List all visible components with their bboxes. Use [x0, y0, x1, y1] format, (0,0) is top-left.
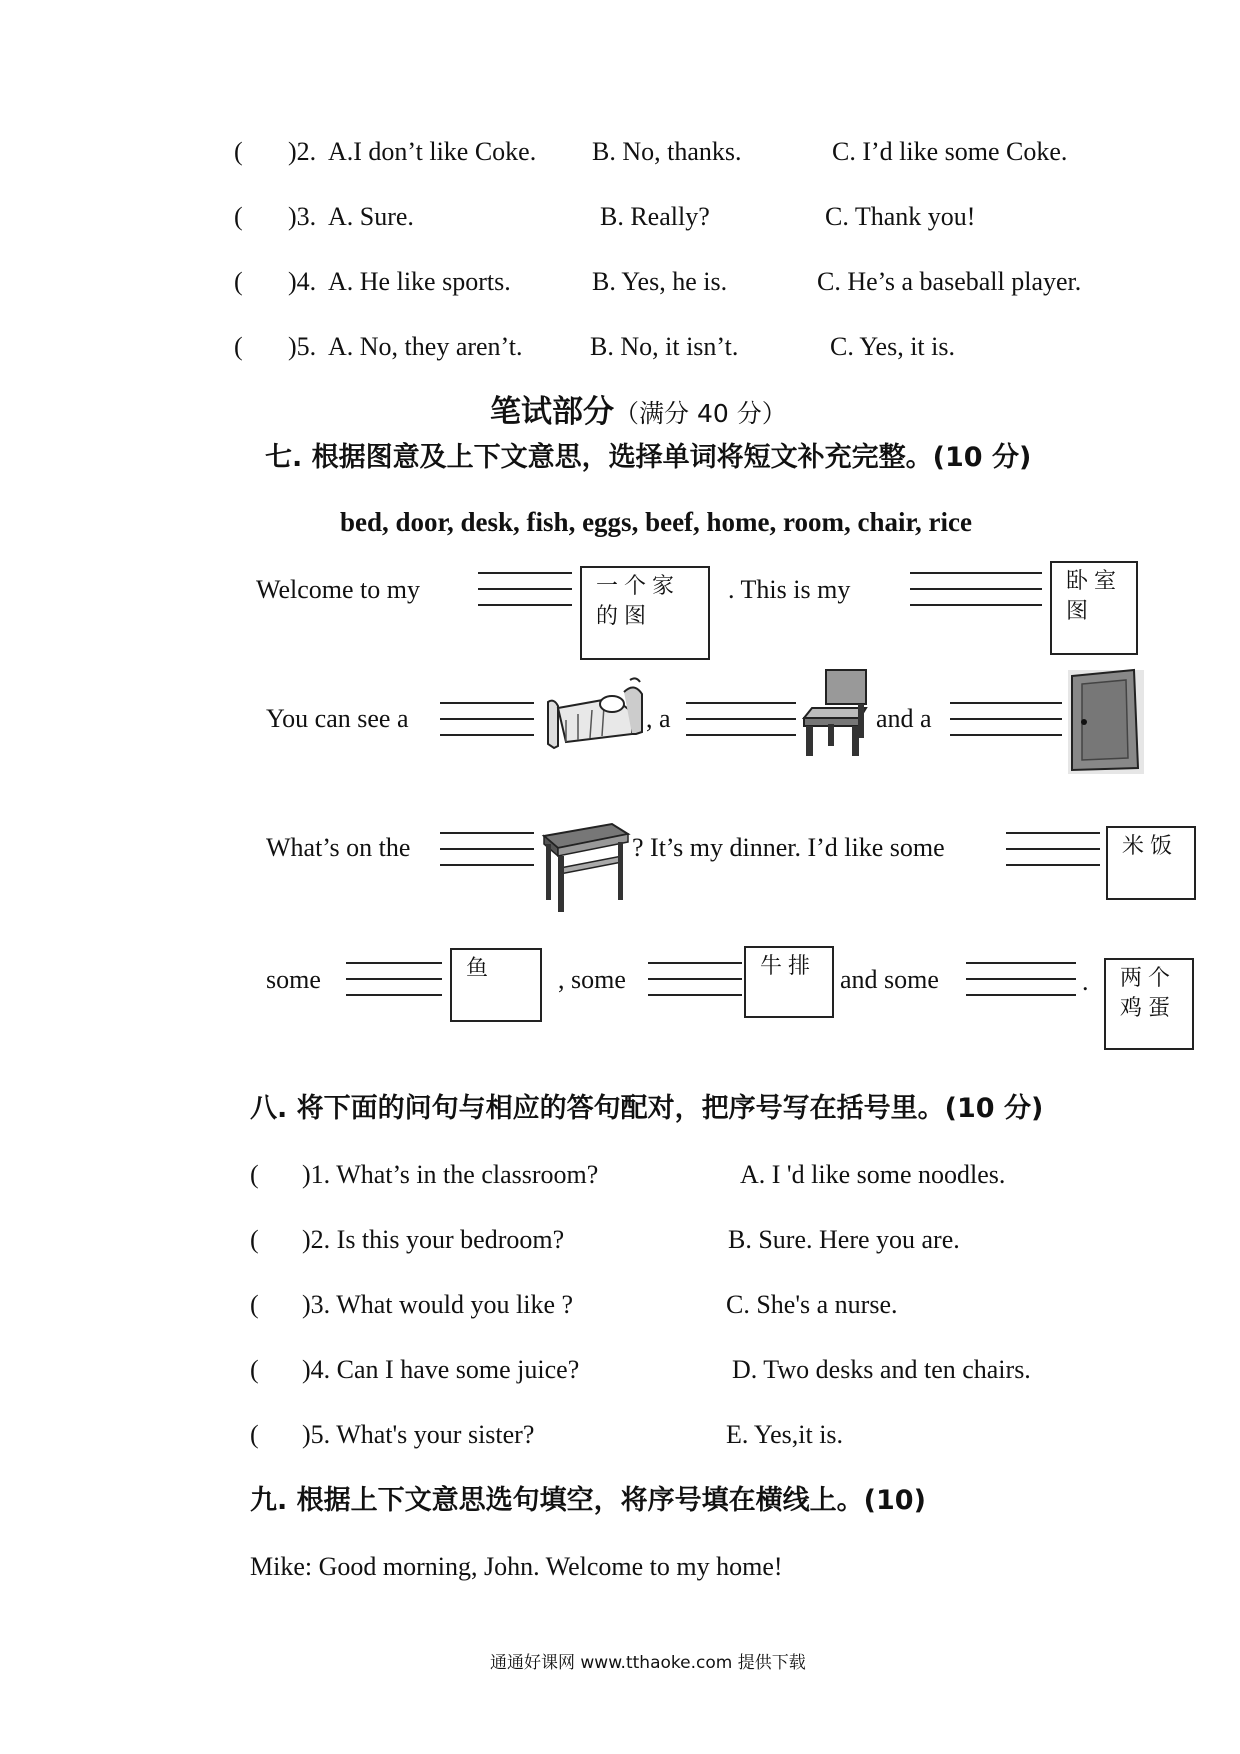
door-picture [1068, 670, 1144, 774]
blank-line[interactable] [1006, 830, 1100, 880]
passage-text: ? It’s my dinner. I’d like some [632, 833, 945, 862]
passage-text: and some [840, 965, 939, 994]
answer-paren[interactable]: ( [234, 202, 243, 231]
fish-picture-box: 鱼 [450, 948, 542, 1022]
answer-paren[interactable]: ( [250, 1225, 259, 1254]
passage-text: Welcome to my [256, 575, 420, 604]
question-number: )4. [288, 267, 317, 296]
option-b: B. Really? [600, 202, 710, 231]
written-section-title [490, 386, 787, 431]
sentence-period: . [1082, 967, 1089, 996]
blank-line[interactable] [478, 570, 572, 620]
match-answer: A. I 'd like some noodles. [740, 1160, 1006, 1189]
passage-text: . This is my [728, 575, 851, 604]
option-a: A. Sure. [328, 202, 414, 231]
written-title: 笔试部分 [490, 394, 614, 430]
option-b: B. No, it isn’t. [590, 332, 739, 361]
rice-picture-box: 米饭 [1106, 826, 1196, 900]
match-question: )4. Can I have some juice? [302, 1355, 580, 1384]
answer-paren[interactable]: ( [234, 332, 243, 361]
chair-picture [800, 668, 870, 760]
bedroom-picture-box: 卧室图 [1050, 561, 1138, 655]
match-question: )1. What’s in the classroom? [302, 1160, 599, 1189]
answer-paren[interactable]: ( [250, 1355, 259, 1384]
question-number: )2. [288, 137, 317, 166]
question-number: )3. [288, 202, 317, 231]
option-c: C. Yes, it is. [830, 332, 955, 361]
match-answer: E. Yes,it is. [726, 1420, 844, 1449]
word-bank: bed, door, desk, fish, eggs, beef, home, room, chair, rice [340, 507, 972, 537]
passage-text: and a [876, 704, 932, 733]
option-a: A. He like sports. [328, 267, 511, 296]
passage-text: , a [646, 704, 671, 733]
beef-picture-box: 牛排 [744, 946, 834, 1018]
option-c: C. Thank you! [825, 202, 976, 231]
page-footer: 通通好课网 www.tthaoke.com 提供下载 [490, 1653, 806, 1673]
blank-line[interactable] [440, 700, 534, 750]
answer-paren[interactable]: ( [250, 1290, 259, 1319]
section7-heading: 七. 根据图意及上下文意思，选择单词将短文补充完整。(10 分) [265, 442, 1032, 473]
blank-line[interactable] [346, 960, 442, 1010]
option-c: C. I’d like some Coke. [832, 137, 1068, 166]
answer-paren[interactable]: ( [250, 1420, 259, 1449]
answer-paren[interactable]: ( [234, 137, 243, 166]
desk-picture [538, 822, 630, 914]
written-score: （满分 40 分） [614, 399, 787, 428]
option-a: A.I don’t like Coke. [328, 137, 537, 166]
answer-paren[interactable]: ( [234, 267, 243, 296]
section8-heading: 八. 将下面的问句与相应的答句配对，把序号写在括号里。(10 分) [250, 1093, 1044, 1124]
blank-line[interactable] [686, 700, 796, 750]
match-answer: C. She's a nurse. [726, 1290, 898, 1319]
blank-line[interactable] [950, 700, 1062, 750]
blank-line[interactable] [648, 960, 742, 1010]
option-a: A. No, they aren’t. [328, 332, 523, 361]
passage-text: , some [558, 965, 626, 994]
match-answer: B. Sure. Here you are. [728, 1225, 960, 1254]
dialogue-line: Mike: Good morning, John. Welcome to my home! [250, 1552, 783, 1581]
passage-text: You can see a [266, 704, 409, 733]
option-b: B. Yes, he is. [592, 267, 728, 296]
match-answer: D. Two desks and ten chairs. [732, 1355, 1031, 1384]
answer-paren[interactable]: ( [250, 1160, 259, 1189]
blank-line[interactable] [910, 570, 1042, 620]
option-c: C. He’s a baseball player. [817, 267, 1082, 296]
bed-picture [544, 672, 644, 752]
match-question: )2. Is this your bedroom? [302, 1225, 565, 1254]
passage-text: What’s on the [266, 833, 411, 862]
blank-line[interactable] [440, 830, 534, 880]
match-question: )5. What's your sister? [302, 1420, 535, 1449]
blank-line[interactable] [966, 960, 1076, 1010]
question-number: )5. [288, 332, 317, 361]
passage-text: some [266, 965, 321, 994]
match-question: )3. What would you like ? [302, 1290, 574, 1319]
home-picture-box: 一个家的图 [580, 566, 710, 660]
eggs-picture-box: 两个鸡蛋 [1104, 958, 1194, 1050]
option-b: B. No, thanks. [592, 137, 742, 166]
section9-heading: 九. 根据上下文意思选句填空，将序号填在横线上。(10) [250, 1485, 926, 1516]
